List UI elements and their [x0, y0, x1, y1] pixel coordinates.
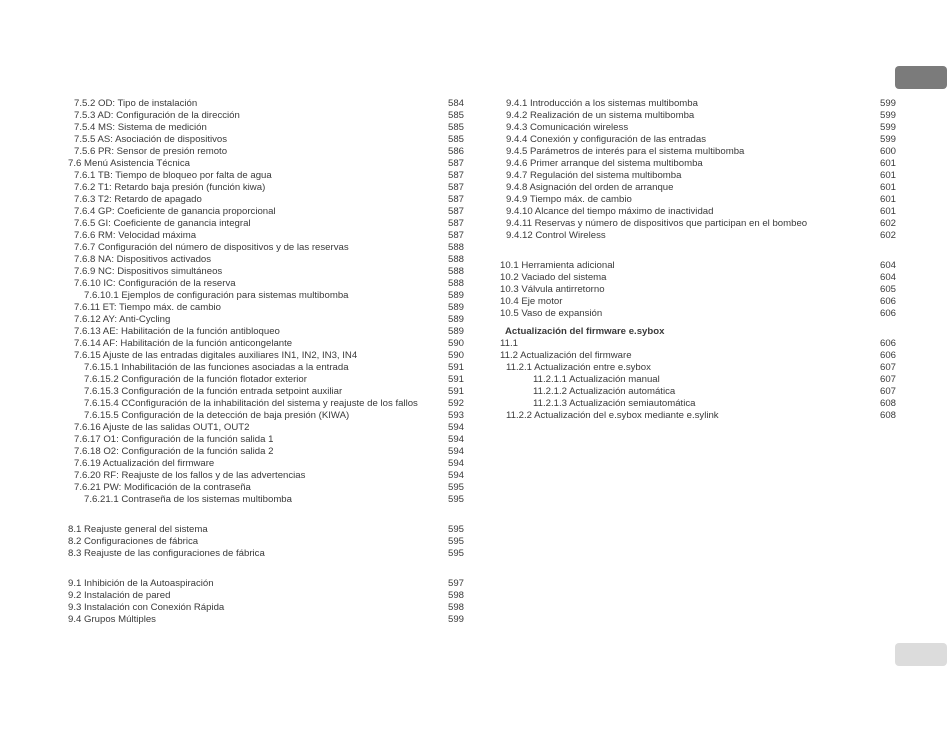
toc-entry[interactable] — [68, 242, 464, 254]
toc-entry-title: 7.6 Menú Asistencia Técnica — [68, 158, 190, 169]
toc-entry-page: 587 — [447, 158, 464, 169]
toc-entry[interactable] — [68, 614, 464, 626]
toc-entry-title: 7.6.10.1 Ejemplos de configuración para sistemas multibomba — [84, 290, 349, 301]
toc-entry-title: 9.4.9 Tiempo máx. de cambio — [506, 194, 632, 205]
toc-entry-title: 7.6.10 IC: Configuración de la reserva — [74, 278, 236, 289]
toc-entry-title: 11.2.1.1 Actualización manual — [533, 374, 660, 385]
section-tab-marker-dark — [895, 66, 947, 89]
toc-entry-page: 584 — [447, 98, 464, 109]
toc-entry-page: 587 — [447, 170, 464, 181]
toc-entry[interactable] — [500, 308, 896, 320]
toc-entry[interactable] — [500, 326, 896, 338]
toc-entry[interactable] — [68, 146, 464, 158]
toc-entry-page: 606 — [879, 296, 896, 307]
toc-entry-page: 594 — [447, 446, 464, 457]
toc-entry-title: 7.6.15.4 CConfiguración de la inhabilitación del sistema y reajuste de los fallos — [84, 398, 418, 409]
toc-entry[interactable] — [68, 458, 464, 470]
toc-right-column — [500, 98, 896, 422]
toc-entry-page: 599 — [879, 98, 896, 109]
toc-entry-title: 10.5 Vaso de expansión — [500, 308, 603, 319]
toc-entry-title: 9.2 Instalación de pared — [68, 590, 171, 601]
toc-entry-title: 11.1 — [500, 338, 518, 349]
toc-entry[interactable] — [500, 230, 896, 242]
toc-entry-title: 7.6.11 ET: Tiempo máx. de cambio — [74, 302, 221, 313]
toc-entry-page: 589 — [447, 326, 464, 337]
toc-entry-title: 7.6.2 T1: Retardo baja presión (función kiwa) — [74, 182, 266, 193]
toc-entry-title: 7.5.6 PR: Sensor de presión remoto — [74, 146, 228, 157]
toc-entry[interactable] — [500, 338, 896, 350]
toc-spacer — [68, 506, 464, 524]
toc-entry-title: 8.3 Reajuste de las configuraciones de fábrica — [68, 548, 265, 559]
toc-entry-title: 7.6.21.1 Contraseña de los sistemas multibomba — [84, 494, 292, 505]
toc-entry[interactable] — [68, 374, 464, 386]
toc-entry-title: 10.4 Eje motor — [500, 296, 563, 307]
toc-entry-title: 7.6.15.2 Configuración de la función flotador exterior — [84, 374, 307, 385]
toc-entry[interactable] — [68, 182, 464, 194]
toc-entry-page: 590 — [447, 350, 464, 361]
toc-entry-page: 591 — [447, 386, 464, 397]
toc-entry-page: 593 — [447, 410, 464, 421]
toc-entry-title: 9.4.6 Primer arranque del sistema multibomba — [506, 158, 703, 169]
toc-entry[interactable] — [500, 374, 896, 386]
toc-entry-page: 587 — [447, 218, 464, 229]
toc-entry[interactable] — [500, 410, 896, 422]
toc-entry-page: 608 — [879, 410, 896, 421]
toc-entry[interactable] — [500, 350, 896, 362]
toc-entry-title: 11.2.1.3 Actualización semiautomática — [533, 398, 696, 409]
toc-entry-page: 597 — [447, 578, 464, 589]
toc-entry[interactable] — [500, 296, 896, 308]
toc-spacer — [500, 242, 896, 260]
toc-entry[interactable] — [500, 284, 896, 296]
toc-entry[interactable] — [68, 494, 464, 506]
toc-entry-page: 604 — [879, 260, 896, 271]
toc-entry[interactable] — [68, 422, 464, 434]
toc-entry-page: 608 — [879, 398, 896, 409]
toc-entry[interactable] — [500, 110, 896, 122]
toc-entry-page: 607 — [879, 386, 896, 397]
toc-entry-page: 599 — [879, 134, 896, 145]
toc-entry[interactable] — [68, 434, 464, 446]
toc-entry[interactable] — [500, 260, 896, 272]
toc-entry-page: 587 — [447, 230, 464, 241]
toc-entry[interactable] — [68, 590, 464, 602]
toc-entry-title: 7.6.1 TB: Tiempo de bloqueo por falta de agua — [74, 170, 272, 181]
toc-entry-page: 601 — [879, 170, 896, 181]
toc-entry-title: 9.4.8 Asignación del orden de arranque — [506, 182, 674, 193]
toc-entry-title: 7.6.3 T2: Retardo de apagado — [74, 194, 202, 205]
toc-entry[interactable] — [68, 170, 464, 182]
toc-entry-title: 7.5.5 AS: Asociación de dispositivos — [74, 134, 228, 145]
toc-entry-title: 11.2.1 Actualización entre e.sybox — [506, 362, 651, 373]
section-tab-marker-light — [895, 643, 947, 666]
toc-entry[interactable] — [68, 482, 464, 494]
toc-entry-title: 7.6.19 Actualización del firmware — [74, 458, 215, 469]
toc-entry-title: 10.3 Válvula antirretorno — [500, 284, 605, 295]
toc-entry-page: 594 — [447, 422, 464, 433]
toc-entry-page: 588 — [447, 242, 464, 253]
toc-entry-title: 7.6.7 Configuración del número de dispositivos y de las reservas — [74, 242, 349, 253]
toc-entry-title: 7.5.2 OD: Tipo de instalación — [74, 98, 198, 109]
toc-entry[interactable] — [68, 536, 464, 548]
toc-entry-page: 587 — [447, 182, 464, 193]
toc-entry-page: 594 — [447, 458, 464, 469]
toc-entry[interactable] — [500, 362, 896, 374]
toc-entry-title: 9.4 Grupos Múltiples — [68, 614, 156, 625]
toc-entry[interactable] — [68, 290, 464, 302]
toc-entry-page: 587 — [447, 194, 464, 205]
toc-entry[interactable] — [68, 524, 464, 536]
toc-entry[interactable] — [68, 98, 464, 110]
toc-entry-page: 595 — [447, 494, 464, 505]
toc-entry-title: 10.1 Herramienta adicional — [500, 260, 615, 271]
toc-entry-title: 9.4.5 Parámetros de interés para el sistema multibomba — [506, 146, 745, 157]
toc-entry[interactable] — [500, 98, 896, 110]
toc-entry[interactable] — [500, 134, 896, 146]
toc-entry-page: 598 — [447, 590, 464, 601]
toc-entry[interactable] — [68, 194, 464, 206]
toc-entry-page: 601 — [879, 182, 896, 193]
toc-entry-title: 8.1 Reajuste general del sistema — [68, 524, 208, 535]
toc-entry[interactable] — [500, 398, 896, 410]
toc-entry[interactable] — [68, 398, 464, 410]
toc-entry-page: 590 — [447, 338, 464, 349]
toc-entry[interactable] — [68, 302, 464, 314]
toc-entry[interactable] — [68, 470, 464, 482]
toc-entry[interactable] — [500, 158, 896, 170]
toc-entry[interactable] — [500, 206, 896, 218]
toc-entry-page: 601 — [879, 194, 896, 205]
toc-entry[interactable] — [500, 218, 896, 230]
toc-entry-page: 588 — [447, 278, 464, 289]
toc-entry-title: Actualización del firmware e.sybox — [505, 326, 665, 337]
toc-entry[interactable] — [68, 350, 464, 362]
toc-entry[interactable] — [68, 578, 464, 590]
toc-entry-page: 585 — [447, 110, 464, 121]
toc-entry-title: 9.4.3 Comunicación wireless — [506, 122, 629, 133]
toc-entry-title: 7.6.18 O2: Configuración de la función salida 2 — [74, 446, 274, 457]
toc-entry-page: 604 — [879, 272, 896, 283]
toc-entry-title: 7.6.21 PW: Modificación de la contraseña — [74, 482, 251, 493]
toc-entry[interactable] — [68, 230, 464, 242]
toc-entry-page: 587 — [447, 206, 464, 217]
toc-entry-title: 7.6.16 Ajuste de las salidas OUT1, OUT2 — [74, 422, 250, 433]
toc-entry-title: 7.6.15 Ajuste de las entradas digitales auxiliares IN1, IN2, IN3, IN4 — [74, 350, 358, 361]
toc-entry-page: 589 — [447, 314, 464, 325]
toc-entry[interactable] — [68, 278, 464, 290]
toc-entry-title: 7.6.4 GP: Coeficiente de ganancia proporcional — [74, 206, 276, 217]
toc-entry-title: 11.2.2 Actualización del e.sybox mediante e.sylink — [506, 410, 719, 421]
toc-entry-page: 601 — [879, 206, 896, 217]
toc-entry[interactable] — [68, 410, 464, 422]
toc-entry[interactable] — [68, 218, 464, 230]
toc-entry-page: 588 — [447, 266, 464, 277]
toc-entry-title: 7.6.15.1 Inhabilitación de las funciones asociadas a la entrada — [84, 362, 349, 373]
toc-entry-page: 595 — [447, 482, 464, 493]
toc-entry-page: 602 — [879, 218, 896, 229]
toc-entry-title: 9.4.4 Conexión y configuración de las entradas — [506, 134, 706, 145]
toc-entry-title: 9.1 Inhibición de la Autoaspiración — [68, 578, 214, 589]
toc-entry-title: 7.6.17 O1: Configuración de la función salida 1 — [74, 434, 274, 445]
toc-entry[interactable] — [68, 158, 464, 170]
toc-entry-page: 595 — [447, 524, 464, 535]
toc-entry-title: 9.4.10 Alcance del tiempo máximo de inactividad — [506, 206, 714, 217]
toc-entry[interactable] — [500, 194, 896, 206]
toc-entry-title: 9.4.7 Regulación del sistema multibomba — [506, 170, 682, 181]
toc-entry[interactable] — [68, 602, 464, 614]
toc-entry-page: 602 — [879, 230, 896, 241]
toc-entry-page: 606 — [879, 338, 896, 349]
toc-entry-page: 591 — [447, 374, 464, 385]
toc-entry-page: 595 — [447, 548, 464, 559]
toc-entry-title: 9.3 Instalación con Conexión Rápida — [68, 602, 225, 613]
toc-entry-page: 599 — [879, 122, 896, 133]
toc-entry-page: 589 — [447, 290, 464, 301]
toc-entry-page: 601 — [879, 158, 896, 169]
toc-entry-title: 11.2 Actualización del firmware — [500, 350, 632, 361]
toc-entry[interactable] — [68, 314, 464, 326]
toc-entry[interactable] — [68, 266, 464, 278]
toc-entry[interactable] — [68, 338, 464, 350]
toc-entry[interactable] — [68, 446, 464, 458]
toc-entry-title: 11.2.1.2 Actualización automática — [533, 386, 676, 397]
toc-entry[interactable] — [68, 134, 464, 146]
toc-entry-title: 7.6.13 AE: Habilitación de la función antibloqueo — [74, 326, 280, 337]
toc-entry-page: 585 — [447, 122, 464, 133]
toc-entry[interactable] — [500, 122, 896, 134]
toc-entry-page: 594 — [447, 434, 464, 445]
toc-entry[interactable] — [68, 326, 464, 338]
toc-spacer — [68, 560, 464, 578]
toc-entry[interactable] — [500, 386, 896, 398]
toc-entry[interactable] — [500, 272, 896, 284]
toc-entry-title: 7.6.15.5 Configuración de la detección de baja presión (KIWA) — [84, 410, 350, 421]
toc-entry[interactable] — [500, 170, 896, 182]
toc-entry[interactable] — [68, 362, 464, 374]
toc-entry-title: 9.4.2 Realización de un sistema multibomba — [506, 110, 695, 121]
toc-entry-title: 7.6.20 RF: Reajuste de los fallos y de las advertencias — [74, 470, 306, 481]
toc-entry-page: 606 — [879, 308, 896, 319]
toc-entry-title: 7.6.8 NA: Dispositivos activados — [74, 254, 212, 265]
toc-entry-page: 594 — [447, 470, 464, 481]
toc-entry-title: 10.2 Vaciado del sistema — [500, 272, 607, 283]
toc-entry-title: 7.6.14 AF: Habilitación de la función anticongelante — [74, 338, 293, 349]
toc-entry-page: 607 — [879, 362, 896, 373]
toc-entry-title: 7.6.12 AY: Anti-Cycling — [74, 314, 171, 325]
toc-entry-page: 598 — [447, 602, 464, 613]
toc-entry[interactable] — [68, 548, 464, 560]
toc-entry-title: 7.5.4 MS: Sistema de medición — [74, 122, 207, 133]
toc-entry-page: 599 — [447, 614, 464, 625]
toc-entry-page: 588 — [447, 254, 464, 265]
toc-entry[interactable] — [68, 386, 464, 398]
toc-entry[interactable] — [500, 146, 896, 158]
toc-entry-title: 7.6.9 NC: Dispositivos simultáneos — [74, 266, 223, 277]
toc-entry-page: 586 — [447, 146, 464, 157]
toc-entry-page: 599 — [879, 110, 896, 121]
toc-entry-page: 595 — [447, 536, 464, 547]
toc-entry-title: 7.5.3 AD: Configuración de la dirección — [74, 110, 240, 121]
toc-entry[interactable] — [500, 182, 896, 194]
toc-entry-page: 585 — [447, 134, 464, 145]
toc-entry-title: 9.4.11 Reservas y número de dispositivos que participan en el bombeo — [506, 218, 808, 229]
toc-entry-title: 9.4.12 Control Wireless — [506, 230, 606, 241]
toc-entry-title: 8.2 Configuraciones de fábrica — [68, 536, 199, 547]
toc-entry-page: 607 — [879, 374, 896, 385]
toc-entry[interactable] — [68, 110, 464, 122]
toc-entry-page: 606 — [879, 350, 896, 361]
toc-entry[interactable] — [68, 122, 464, 134]
toc-entry[interactable] — [68, 254, 464, 266]
toc-entry-title: 7.6.5 GI: Coeficiente de ganancia integral — [74, 218, 251, 229]
toc-entry-page: 592 — [447, 398, 464, 409]
toc-entry-title: 9.4.1 Introducción a los sistemas multibomba — [506, 98, 698, 109]
toc-entry[interactable] — [68, 206, 464, 218]
toc-left-column — [68, 98, 464, 626]
toc-entry-page: 600 — [879, 146, 896, 157]
toc-entry-page: 589 — [447, 302, 464, 313]
toc-entry-page: 591 — [447, 362, 464, 373]
toc-entry-title: 7.6.15.3 Configuración de la función entrada setpoint auxiliar — [84, 386, 343, 397]
toc-entry-page: 605 — [879, 284, 896, 295]
toc-entry-title: 7.6.6 RM: Velocidad máxima — [74, 230, 197, 241]
